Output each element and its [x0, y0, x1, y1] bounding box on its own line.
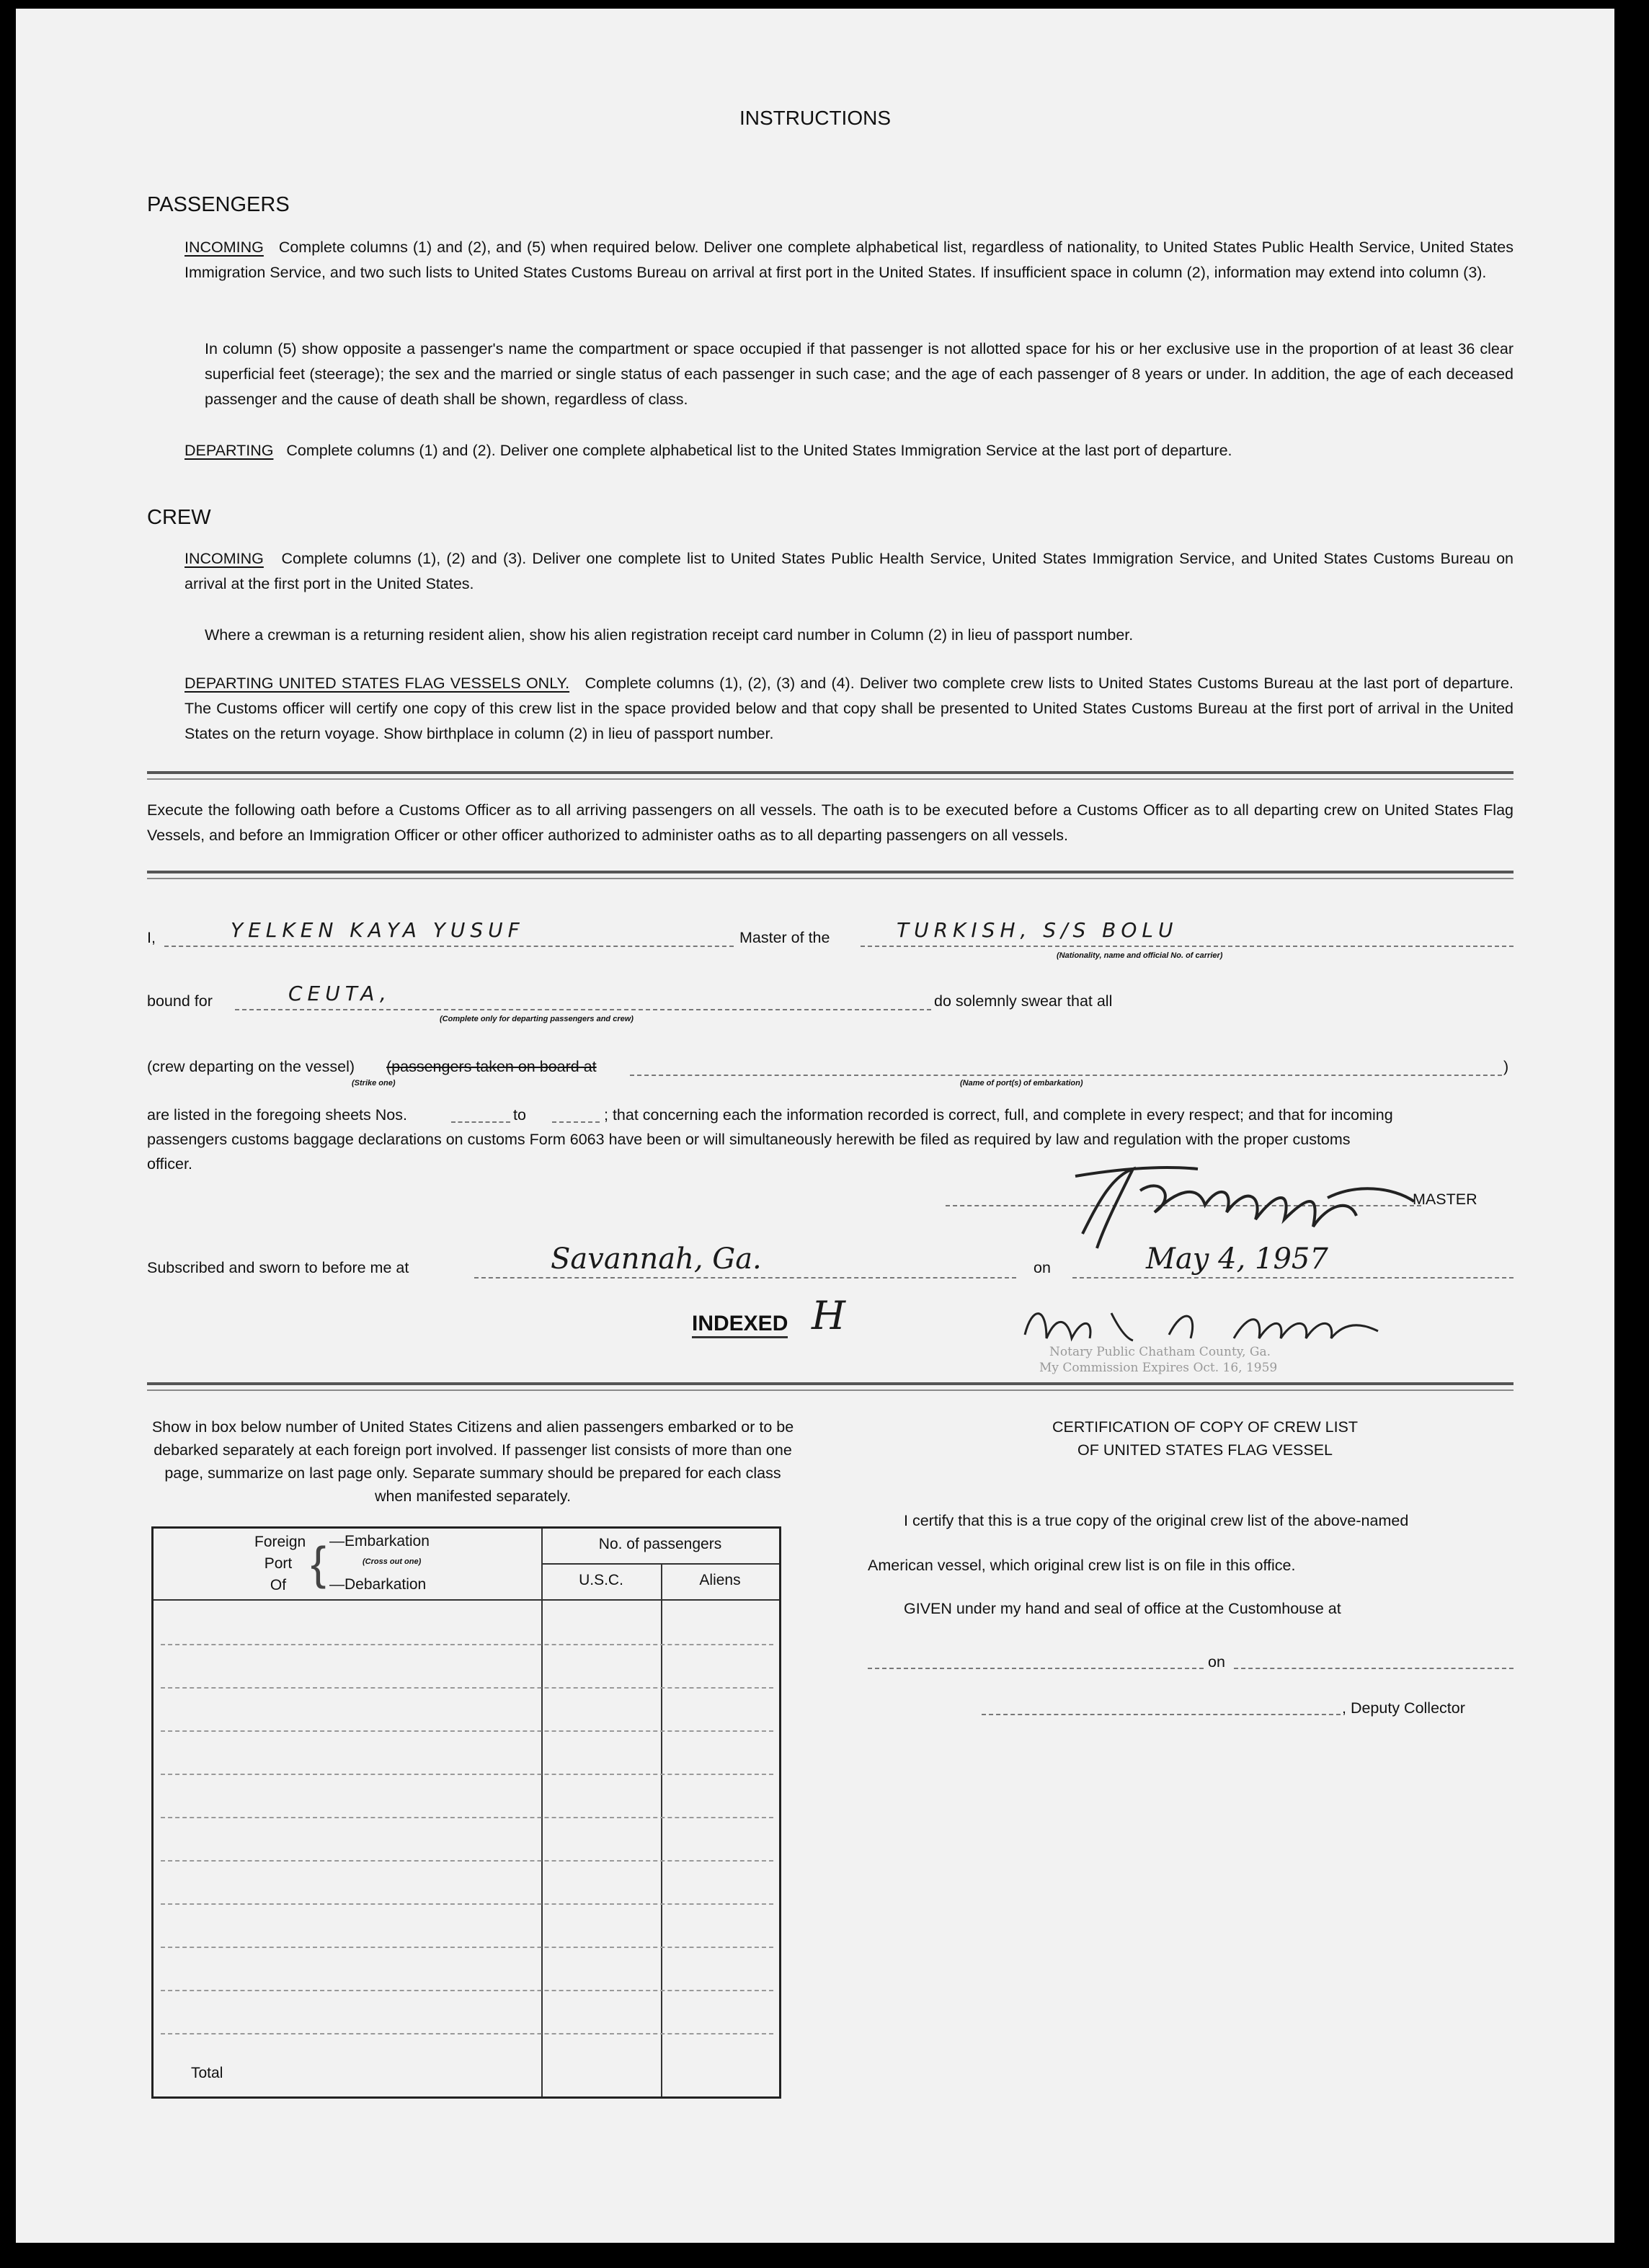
sworn-date-value: May 4, 1957	[1146, 1242, 1328, 1276]
table-row	[161, 1860, 773, 1862]
customhouse-line	[868, 1668, 1204, 1669]
table-divider	[541, 1563, 779, 1565]
oath-instruction: Execute the following oath before a Customs Officer as to all arriving passengers on all vessels. The oath is to be executed before a Customs Officer as to all departing crew on United States Flag Vessels, and before an Immigration Officer or other officer authorized to administer oaths as to all departing passengers on all vessels.	[147, 801, 1514, 844]
crew-departing-paragraph	[185, 671, 1514, 747]
certification-title-line2: OF UNITED STATES FLAG VESSEL	[1077, 1441, 1333, 1459]
crew-incoming-paragraph	[185, 546, 1514, 597]
divider	[147, 871, 1514, 873]
divider	[147, 1389, 1514, 1391]
table-row	[161, 1817, 773, 1818]
deputy-signature-line	[982, 1714, 1341, 1715]
notary-stamp-line1: Notary Public Chatham County, Ga.	[1049, 1345, 1271, 1359]
certification-date-line	[1234, 1668, 1514, 1669]
cross-out-note: (Cross out one)	[363, 1557, 422, 1566]
table-divider	[541, 1529, 543, 2096]
certification-text-a: I certify that this is a true copy of the original crew list of the above-named	[904, 1512, 1409, 1529]
table-row	[161, 2033, 773, 2034]
crew-departing-label: DEPARTING UNITED STATES FLAG VESSELS ONLY.	[185, 675, 570, 692]
master-label: MASTER	[1413, 1191, 1477, 1208]
carrier-value: TURKISH, S/S BOLU	[897, 918, 1178, 942]
indexed-mark: H	[812, 1293, 846, 1338]
swear-label: do solemnly swear that all	[934, 992, 1113, 1010]
table-row	[161, 1990, 773, 1991]
notary-stamp-line2: My Commission Expires Oct. 16, 1959	[1039, 1361, 1278, 1375]
crew-departing-label: (crew departing on the vessel)	[147, 1058, 355, 1075]
certification-given: GIVEN under my hand and seal of office at the Customhouse at	[904, 1600, 1341, 1617]
table-row	[161, 1947, 773, 1948]
of-label: Of	[270, 1577, 287, 1593]
divider	[147, 778, 1514, 780]
page-title: INSTRUCTIONS	[739, 107, 891, 129]
foreign-label: Foreign	[254, 1534, 306, 1550]
carrier-line	[861, 946, 1514, 947]
close-paren: )	[1503, 1058, 1509, 1075]
subscribed-label: Subscribed and sworn to before me at	[147, 1259, 409, 1276]
divider	[147, 1382, 1514, 1385]
table-row	[161, 1903, 773, 1905]
carrier-note: (Nationality, name and official No. of carrier)	[1057, 951, 1223, 960]
passengers-departing-label: DEPARTING	[185, 442, 274, 459]
passengers-incoming-paragraph	[185, 235, 1514, 285]
listed-text-c: passengers customs baggage declarations on customs Form 6063 have been or will simultaneously herewith be filed as required by law and regulation with the proper customs	[147, 1131, 1351, 1148]
passengers-incoming-label: INCOMING	[185, 239, 264, 256]
bound-for-line	[235, 1009, 931, 1010]
sworn-place-line	[474, 1277, 1016, 1278]
embarkation-ports-line	[630, 1075, 1502, 1076]
master-of-label: Master of the	[739, 929, 830, 946]
passengers-struck-label: (passengers taken on board at	[386, 1058, 597, 1075]
passengers-departing-paragraph	[185, 438, 1514, 463]
master-name-value: YELKEN KAYA YUSUF	[231, 918, 525, 942]
table-divider	[154, 1599, 779, 1601]
listed-text-b: ; that concerning each the information recorded is correct, full, and complete in every respect; and that for incoming	[604, 1106, 1393, 1124]
master-name-line	[164, 946, 734, 947]
notary-signature	[1018, 1299, 1392, 1349]
certification-on-label: on	[1208, 1653, 1225, 1671]
document-page	[16, 9, 1614, 2243]
sworn-date-line	[1072, 1277, 1514, 1278]
master-signature	[1054, 1147, 1428, 1255]
listed-text-d: officer.	[147, 1155, 192, 1173]
certification-title	[845, 1415, 1565, 1462]
foreign-port-of-label	[254, 1531, 306, 1596]
sworn-place-value: Savannah, Ga.	[551, 1242, 762, 1276]
crew-departing-text: Complete columns (1), (2), (3) and (4). Deliver two complete crew lists to United States Customs Bureau at the last port of departure. The Customs officer will certify one copy of this crew list in the space provided below and that copy shall be presented to United States Customs Bureau at the first port of arrival in the United States on the return voyage. Show birthplace in column (2) in lieu of passport number.	[185, 675, 1514, 742]
aliens-header: Aliens	[699, 1572, 741, 1588]
port-label: Port	[264, 1555, 293, 1572]
deputy-collector-label: , Deputy Collector	[1342, 1699, 1465, 1717]
bound-for-label: bound for	[147, 992, 213, 1010]
passenger-summary-table	[151, 1526, 781, 2099]
strike-note: (Strike one)	[352, 1079, 396, 1088]
divider	[147, 771, 1514, 774]
total-label: Total	[191, 2065, 223, 2081]
usc-header: U.S.C.	[579, 1572, 623, 1588]
indexed-stamp: INDEXED	[692, 1312, 788, 1338]
sheet-to-line	[552, 1121, 600, 1123]
summary-instructions: Show in box below number of United States Citizens and alien passengers embarked or to be debarked separately at each foreign port involved. If passenger list consists of more than one page, summarize on last page only. Separate summary should be prepared for each class when manifested separately.	[151, 1418, 794, 1505]
listed-to: to	[513, 1106, 526, 1124]
crew-incoming-label: INCOMING	[185, 550, 264, 567]
passengers-departing-text: Complete columns (1) and (2). Deliver one complete alphabetical list to the United States Immigration Service at the last port of departure.	[286, 442, 1232, 459]
certification-title-line1: CERTIFICATION OF COPY OF CREW LIST	[1052, 1418, 1359, 1436]
ports-note: (Name of port(s) of embarkation)	[960, 1079, 1083, 1088]
passengers-incoming-text: Complete columns (1) and (2), and (5) when required below. Deliver one complete alphabetical list, regardless of nationality, to United States Public Health Service, United States Immigration Service, and two such lists to United States Customs Bureau on arrival at first port in the United States. If insufficient space in column (2), information may extend into column (3).	[185, 239, 1514, 281]
oath-i-label: I,	[147, 929, 156, 946]
sheet-from-line	[451, 1121, 510, 1123]
certification-text-b: American vessel, which original crew list is on file in this office.	[868, 1557, 1296, 1574]
crew-resident-paragraph: Where a crewman is a returning resident alien, show his alien registration receipt card number in Column (2) in lieu of passport number.	[205, 626, 1134, 644]
table-row	[161, 1730, 773, 1732]
debarkation-label: —Debarkation	[329, 1576, 427, 1593]
table-row	[161, 1687, 773, 1689]
crew-incoming-text: Complete columns (1), (2) and (3). Deliver one complete list to United States Public Health Service, United States Immigration Service, and United States Customs Bureau on arrival at the first port in the United States.	[185, 550, 1514, 592]
no-passengers-header: No. of passengers	[598, 1536, 722, 1552]
crew-heading: CREW	[147, 506, 211, 529]
table-row	[161, 1644, 773, 1645]
embarkation-label: —Embarkation	[329, 1533, 430, 1549]
passengers-heading: PASSENGERS	[147, 193, 290, 216]
bound-for-note: (Complete only for departing passengers and crew)	[440, 1015, 634, 1023]
divider	[147, 878, 1514, 879]
listed-text-a: are listed in the foregoing sheets Nos.	[147, 1106, 407, 1124]
passengers-column5-paragraph: In column (5) show opposite a passenger's name the compartment or space occupied if that passenger is not allotted space for his or her exclusive use in the proportion of at least 36 clear superficial feet (steerage); the sex and the married or single status of each passenger in such case; and the age of each passenger of 8 years or under. In addition, the age of each deceased passenger and the cause of death shall be shown, regardless of class.	[205, 340, 1514, 408]
table-row	[161, 1774, 773, 1775]
bound-for-value: CEUTA,	[288, 982, 391, 1005]
sworn-on-label: on	[1034, 1259, 1051, 1276]
brace-glyph: {	[311, 1537, 326, 1589]
